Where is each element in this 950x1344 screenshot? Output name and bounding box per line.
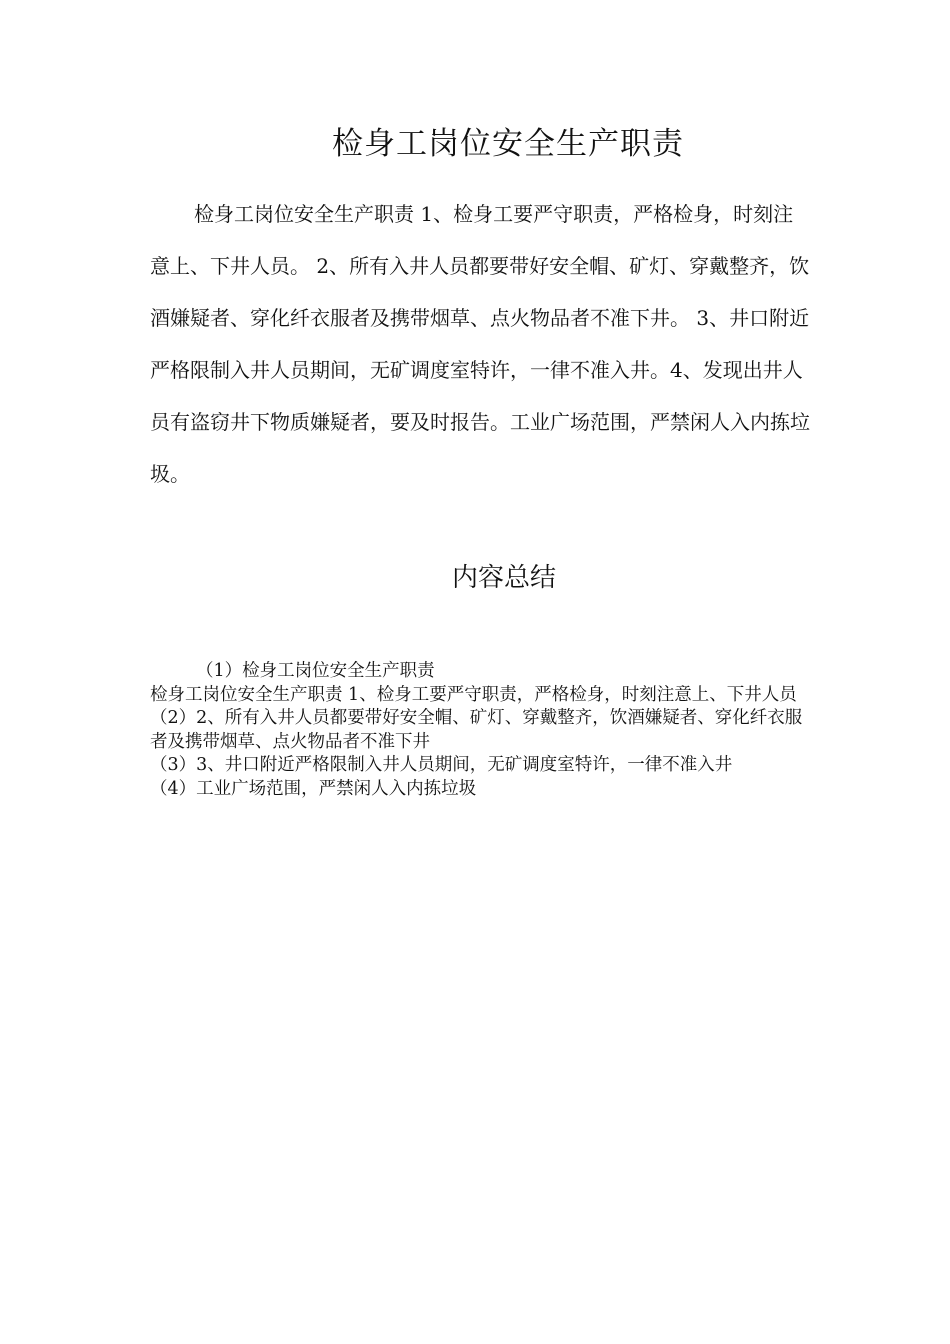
- summary-item-1: （1）检身工岗位安全生产职责: [196, 661, 435, 681]
- summary-item-2: （2）2、所有入井人员都要带好安全帽、矿灯、穿戴整齐，饮酒嫌疑者、穿化纤衣服者及携带烟草、点火物品者不准下井: [150, 708, 803, 752]
- document-title: 检身工岗位安全生产职责: [332, 126, 684, 162]
- summary-item-3: （3）3、井口附近严格限制入井人员期间，无矿调度室特许，一律不准入井: [150, 755, 733, 775]
- body-paragraph: [150, 188, 810, 500]
- summary-item-1-detail: 检身工岗位安全生产职责 1、检身工要严守职责，严格检身，时刻注意上、下井人员: [150, 684, 797, 705]
- summary-list: [150, 660, 810, 801]
- body-paragraph-text: 检身工岗位安全生产职责 1、检身工要严守职责，严格检身，时刻注意上、下井人员。 2、所有入井人员都要带好安全帽、矿灯、穿戴整齐，饮酒嫌疑者、穿化纤衣服者及携带烟草、点火物品者不准下井。 3、井口附近严格限制入井人员期间，无矿调度室特许，一律不准入井。4、发现出井人员有盗窃井下物质嫌疑者，要及时报告。工业广场范围，严禁闲人入内拣垃圾。: [150, 202, 810, 486]
- summary-heading: 内容总结: [451, 563, 556, 593]
- summary-item-4: （4）工业广场范围，严禁闲人入内拣垃圾: [150, 778, 477, 799]
